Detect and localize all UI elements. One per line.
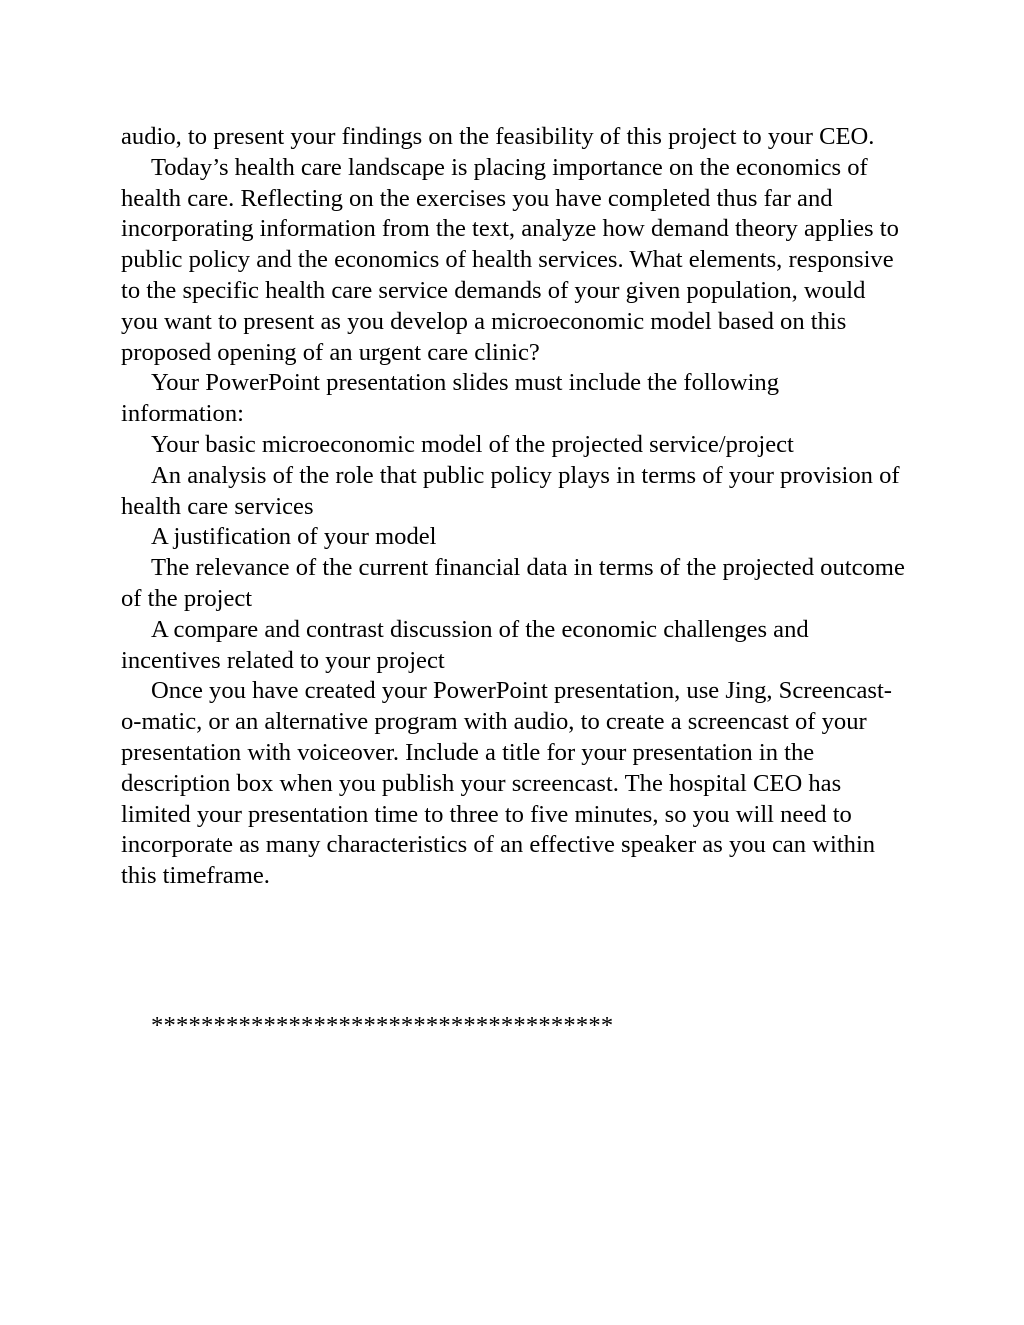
requirement-model-justification: A justification of your model (151, 523, 437, 551)
paragraph-screencast-instructions: Once you have created your PowerPoint presentation, use Jing, Screencast-o-matic, or an alternative program with audio, to create a screencast of your presentation with voiceover. Include a title for your presentation in the description box when you publish your screencast. The hospital CEO has limited your presentation time to three to five minutes, so you will need to incorporate as many characteristics of an effective speaker as you can within this timeframe. (121, 677, 892, 890)
paragraph-slides-requirements: Your PowerPoint presentation slides must include the following information: (121, 369, 780, 428)
paragraph-continuation: audio, to present your findings on the feasibility of this project to your CEO. (121, 123, 875, 150)
document-body (121, 122, 906, 892)
requirement-microeconomic-model: Your basic microeconomic model of the projected service/project (151, 430, 794, 458)
requirement-compare-contrast: A compare and contrast discussion of the economic challenges and incentives related to your project (121, 615, 809, 674)
requirement-financial-data-relevance: The relevance of the current financial data in terms of the projected outcome of the project (121, 554, 905, 612)
asterisk-separator: ************************************* (151, 1012, 614, 1039)
requirement-public-policy-analysis: An analysis of the role that public policy plays in terms of your provision of health care services (121, 461, 900, 520)
paragraph-health-care-landscape: Today’s health care landscape is placing importance on the economics of health care. Reflecting on the exercises you have completed thus far and incorporating information from the text, analyze how demand theory applies to public policy and the economics of health services. What elements, responsive to the specific health care service demands of your given population, would you want to present as you develop a microeconomic model based on this proposed opening of an urgent care clinic? (121, 153, 899, 366)
